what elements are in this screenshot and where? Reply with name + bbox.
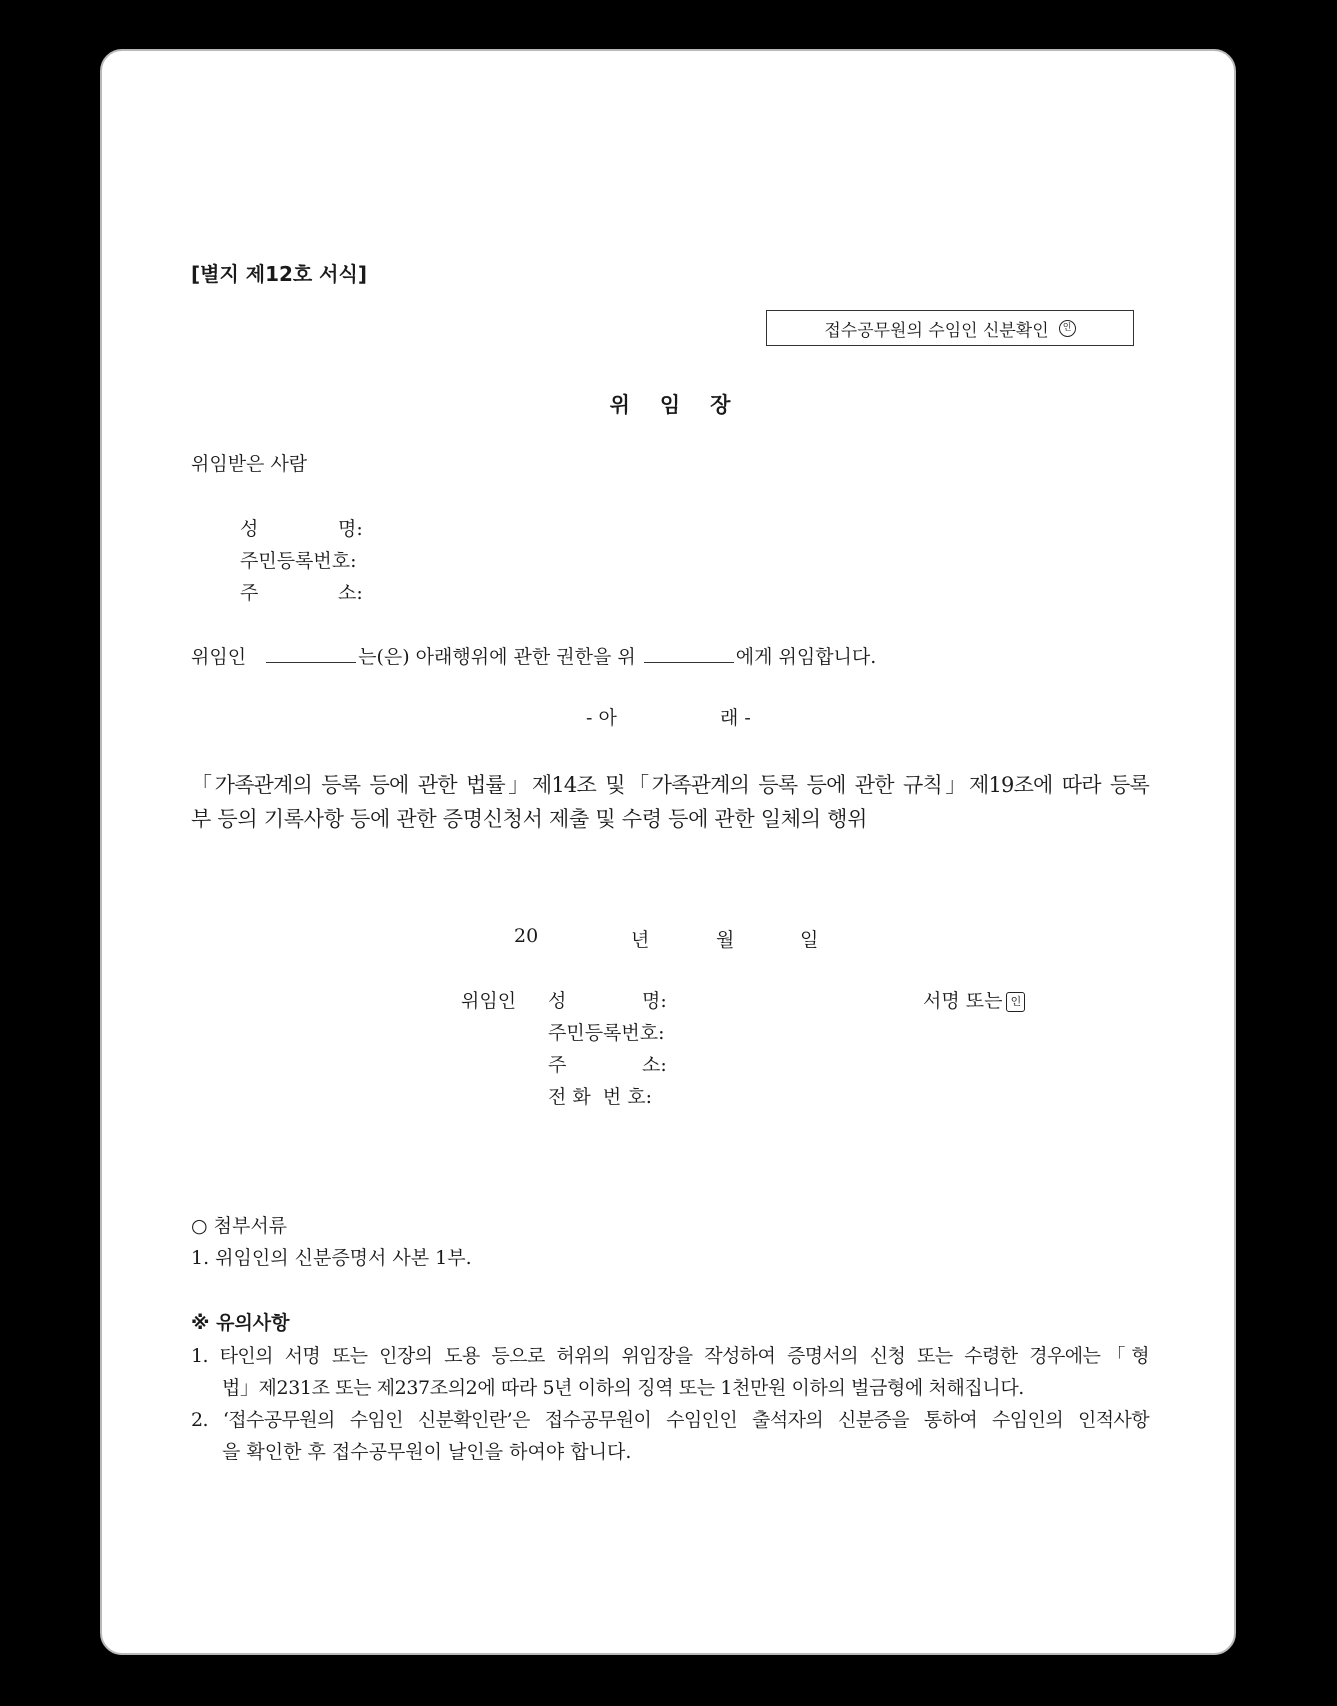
delegate-heading: 위임받은 사람 (191, 453, 308, 475)
form-number: [별지 제12호 서식] (191, 262, 367, 286)
page-title: 위임장 (609, 393, 761, 417)
body-line-1: 「가족관계의 등록 등에 관한 법률」제14조 및「가족관계의 등록 등에 관한 규칙」제19조에 따라 등록 (191, 773, 1149, 797)
signature-area (923, 986, 1025, 1013)
official-check-box (766, 310, 1134, 346)
delegate-name-label-a: 성 (240, 518, 259, 540)
delegator-heading: 위임인 (461, 990, 517, 1012)
below-marker-left: - 아 (586, 707, 617, 729)
seal-icon: 인 (1059, 320, 1076, 337)
body-line-2: 부 등의 기록사항 등에 관한 증명신청서 제출 및 수령 등에 관한 일체의 행위 (191, 807, 868, 831)
delegation-sentence (191, 642, 876, 669)
delegate-rrn-label: 주민등록번호: (240, 550, 357, 572)
date-day: 일 (800, 929, 819, 951)
notes-heading: ※ 유의사항 (191, 1312, 290, 1334)
delegator-rrn-label: 주민등록번호: (548, 1022, 665, 1044)
note-2-line-1: 2. ‘접수공무원의 수임인 신분확인란’은 접수공무원이 수임인인 출석자의 신분증을 통하여 수임인의 인적사항 (191, 1409, 1149, 1431)
note-1-line-2: 법」제231조 또는 제237조의2에 따라 5년 이하의 징역 또는 1천만원 이하의 벌금형에 처해집니다. (222, 1377, 1024, 1399)
delegator-address-label-b: 소: (642, 1054, 667, 1076)
date-year: 년 (631, 929, 650, 951)
delegate-address-label-b: 소: (338, 582, 363, 604)
document-page (100, 49, 1236, 1655)
delegate-name-label-b: 명: (338, 518, 363, 540)
date-year-prefix: 20 (514, 925, 539, 947)
delegator-phone-label: 전 화 번 호: (548, 1086, 652, 1108)
delegate-address-label-a: 주 (240, 582, 259, 604)
delegator-name-label-b: 명: (642, 990, 667, 1012)
attachments-heading: ○ 첨부서류 (191, 1215, 288, 1237)
delegate-blank[interactable] (644, 646, 734, 663)
attachment-item: 1. 위임인의 신분증명서 사본 1부. (191, 1247, 472, 1269)
seal-square-icon: 인 (1006, 992, 1025, 1012)
delegator-address-label-a: 주 (548, 1054, 567, 1076)
delegation-suffix: 에게 위임합니다. (735, 646, 877, 668)
note-2-line-2: 을 확인한 후 접수공무원이 날인을 하여야 합니다. (222, 1441, 632, 1463)
delegation-prefix: 위임인 (191, 646, 247, 668)
official-check-label: 접수공무원의 수임인 신분확인 (824, 320, 1049, 341)
date-month: 월 (716, 929, 735, 951)
below-marker-right: 래 - (720, 707, 751, 729)
delegator-name-label-a: 성 (548, 990, 567, 1012)
delegation-middle: 는(은) 아래행위에 관한 권한을 위 (358, 646, 636, 668)
note-1-line-1: 1. 타인의 서명 또는 인장의 도용 등으로 허위의 위임장을 작성하여 증명서의 신청 또는 수령한 경우에는「형 (191, 1345, 1149, 1367)
signature-label: 서명 또는 (923, 990, 1003, 1012)
delegator-blank[interactable] (266, 646, 356, 663)
